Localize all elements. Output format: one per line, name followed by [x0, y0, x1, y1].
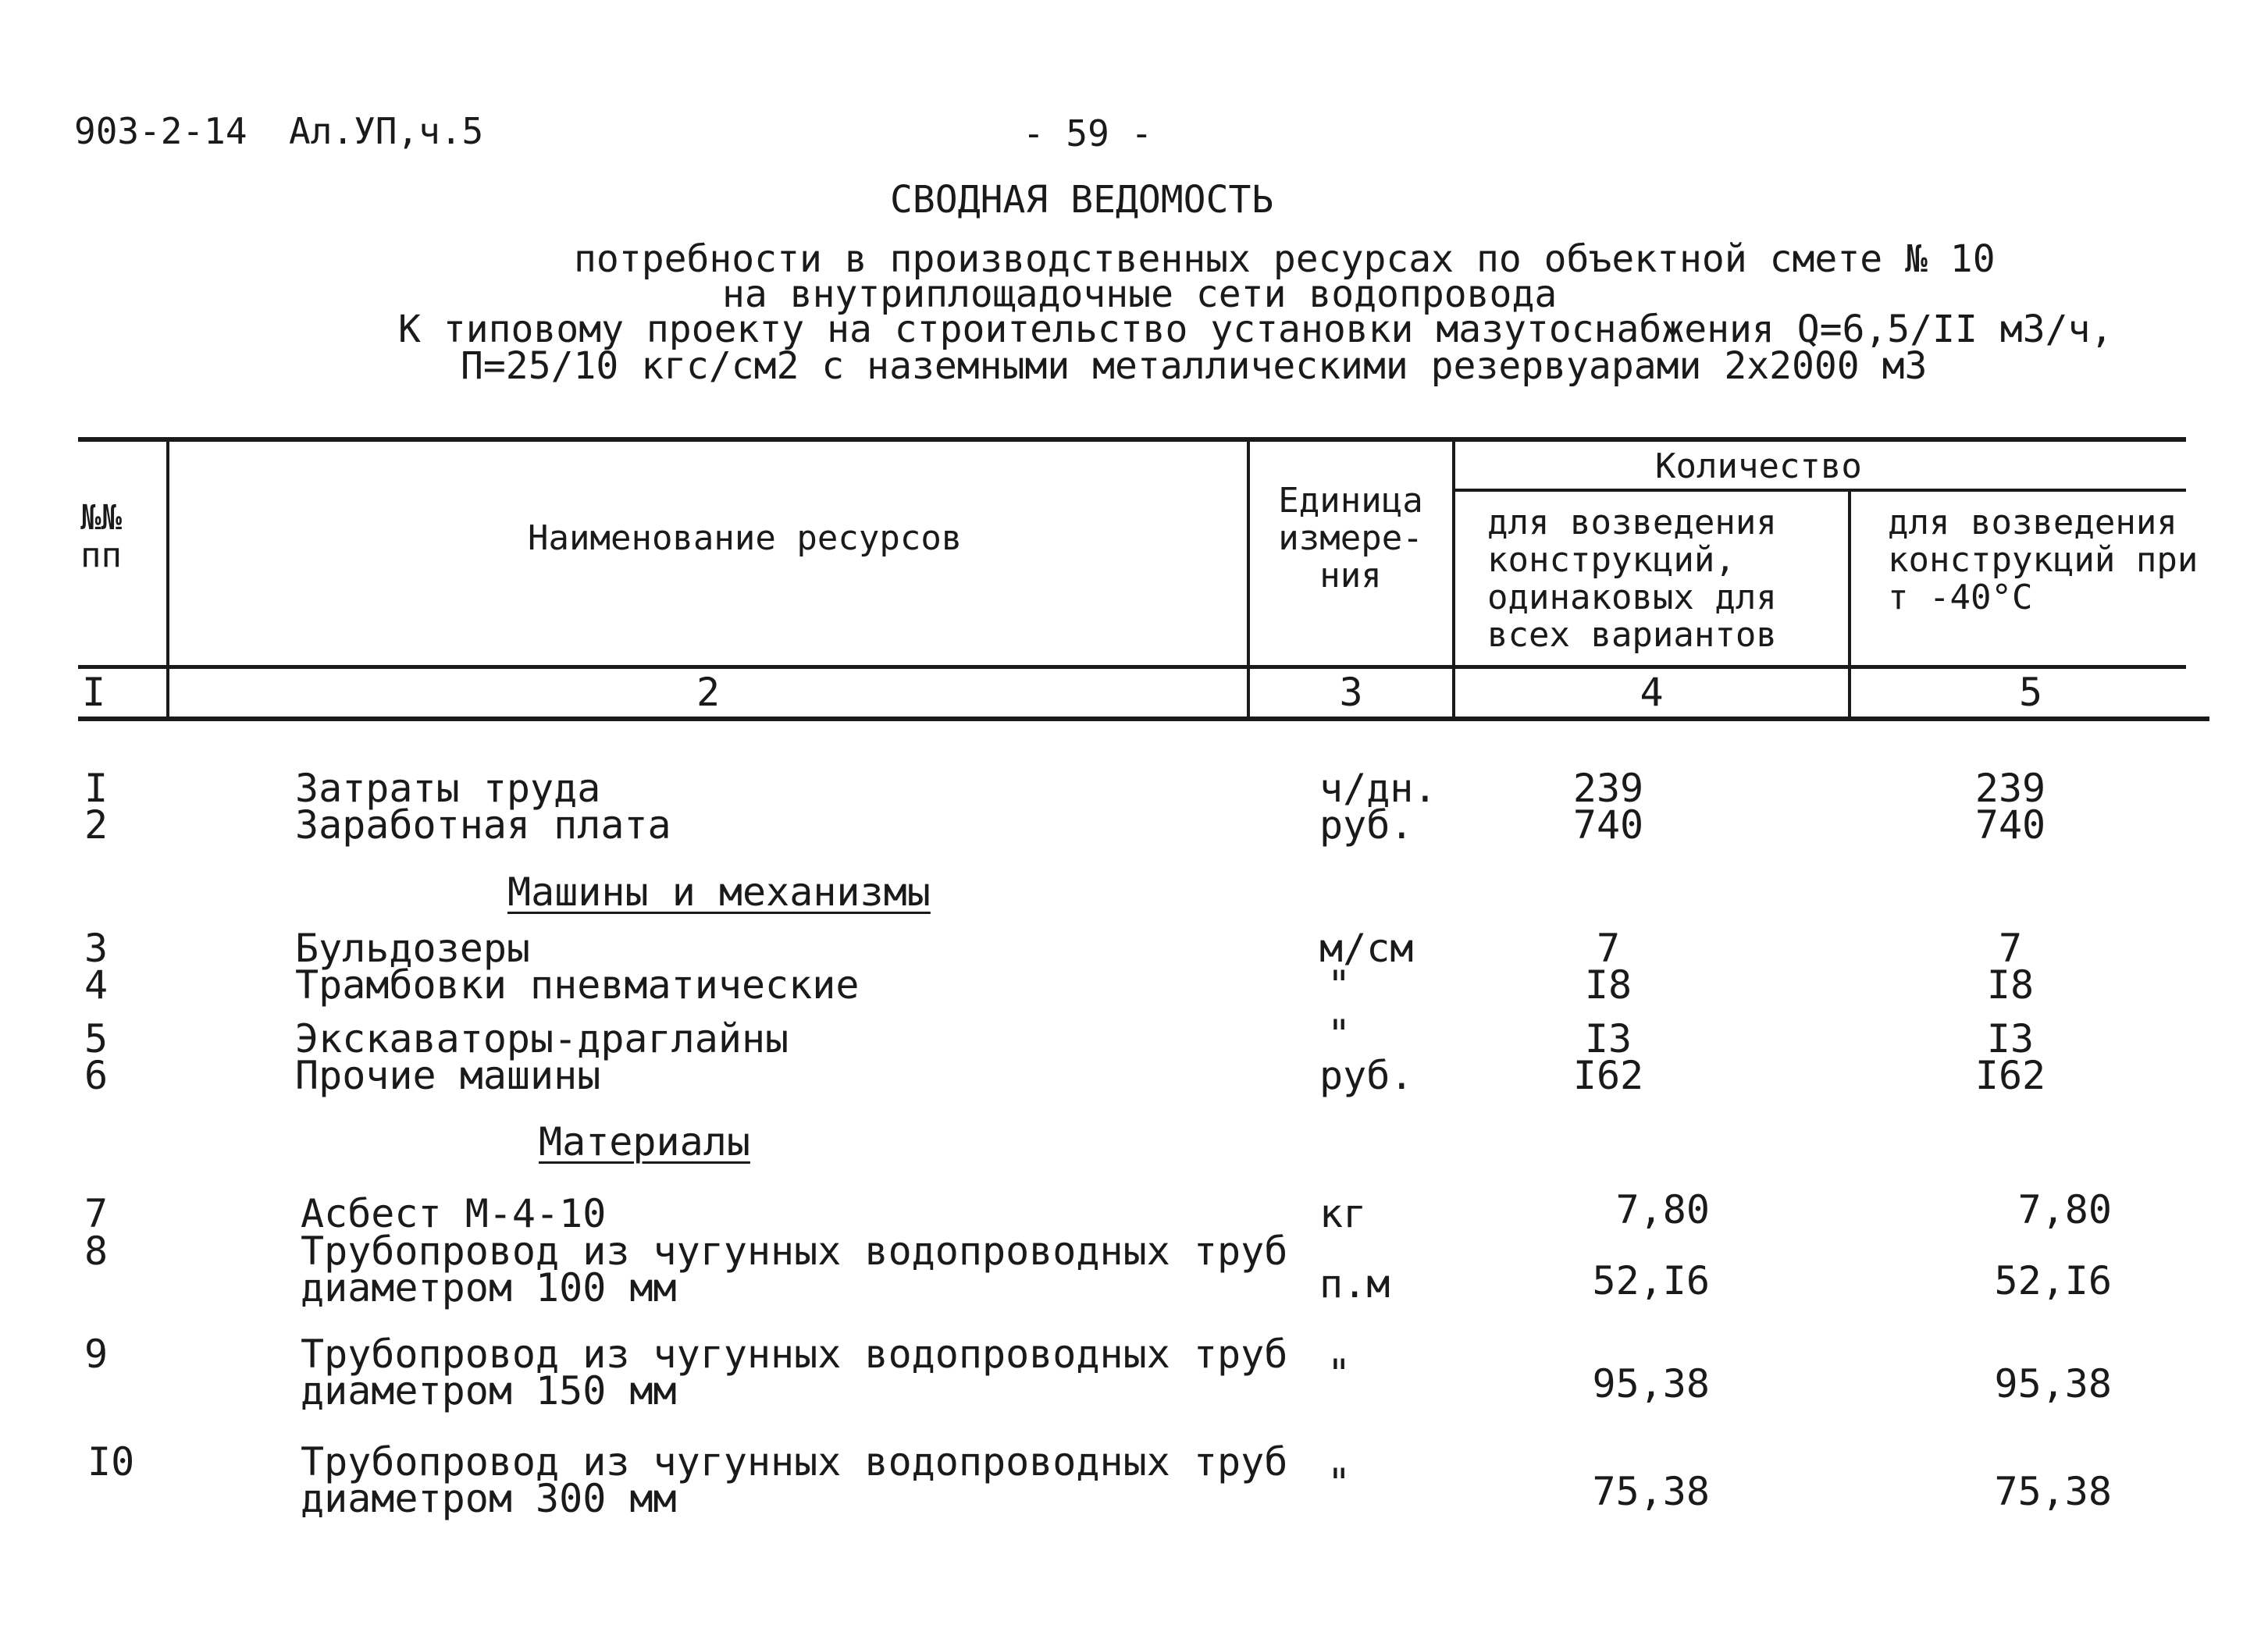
- row-4-name: Трамбовки пневматические: [295, 962, 860, 1008]
- section-heading-materials: Материалы: [539, 1119, 750, 1165]
- subtitle-line-1: потребности в производственных ресурсах по объектной смете № 10: [574, 237, 1996, 281]
- row-5-name: Экскаваторы-драглайны: [295, 1016, 789, 1061]
- row-5-unit: ": [1327, 1012, 1351, 1057]
- row-2-qty-standard: 740: [1572, 802, 1644, 848]
- row-10-qty-standard: 75,38: [1592, 1469, 1710, 1514]
- document-title: СВОДНАЯ ВЕДОМОСТЬ: [890, 178, 1274, 222]
- row-3-name: Бульдозеры: [295, 926, 531, 971]
- header-unit: Единица измере- ния: [1278, 481, 1423, 596]
- row-8-name: Трубопровод из чугунных водопроводных труб: [301, 1229, 1288, 1274]
- row-2-number: 2: [84, 802, 109, 848]
- row-2-name: Заработная плата: [295, 802, 671, 848]
- column-number-3: 3: [1339, 670, 1363, 715]
- section-heading-machines: Машины и механизмы: [507, 869, 931, 915]
- document-code: 903-2-14: [74, 110, 247, 152]
- row-5-qty-standard: I3: [1584, 1016, 1632, 1061]
- album-reference: Ал.УП,ч.5: [289, 110, 484, 152]
- row-7-number: 7: [84, 1191, 109, 1236]
- header-row-number: №№ пп: [80, 498, 122, 575]
- header-quantity: Количество: [1655, 446, 1862, 486]
- row-1-qty-cold: 239: [1974, 766, 2046, 811]
- row-9-name-cont: диаметром 150 мм: [301, 1368, 677, 1414]
- row-6-qty-cold: I62: [1974, 1053, 2046, 1098]
- row-10-qty-cold: 75,38: [1994, 1469, 2112, 1514]
- row-4-number: 4: [84, 962, 109, 1008]
- row-10-name-cont: диаметром 300 мм: [301, 1476, 677, 1521]
- row-4-unit: ": [1327, 962, 1351, 1008]
- row-1-name: Затраты труда: [295, 766, 601, 811]
- column-number-5: 5: [2018, 670, 2043, 715]
- row-3-unit: м/см: [1319, 926, 1414, 971]
- table-top-rule: [78, 437, 2186, 442]
- column-number-4: 4: [1640, 670, 1664, 715]
- row-3-qty-standard: 7: [1596, 926, 1621, 971]
- column-number-rule: [78, 717, 2209, 721]
- row-5-number: 5: [84, 1016, 109, 1061]
- column-number-1: I: [82, 670, 106, 715]
- row-1-number: I: [84, 766, 109, 811]
- row-1-unit: ч/дн.: [1319, 766, 1437, 811]
- row-1-qty-standard: 239: [1572, 766, 1644, 811]
- row-10-number: I0: [87, 1439, 135, 1485]
- row-9-unit: ": [1327, 1351, 1351, 1396]
- row-6-unit: руб.: [1319, 1053, 1414, 1098]
- row-8-qty-standard: 52,I6: [1592, 1258, 1710, 1303]
- header-bottom-rule: [78, 665, 2186, 669]
- row-10-name: Трубопровод из чугунных водопроводных труб: [301, 1439, 1288, 1485]
- row-5-qty-cold: I3: [1986, 1016, 2035, 1061]
- row-3-number: 3: [84, 926, 109, 971]
- page-number: - 59 -: [1023, 112, 1153, 155]
- row-6-name: Прочие машины: [295, 1053, 601, 1098]
- subtitle-line-2: на внутриплощадочные сети водопровода: [722, 272, 1558, 316]
- row-8-unit: п.м: [1319, 1261, 1390, 1307]
- row-6-qty-standard: I62: [1572, 1053, 1644, 1098]
- column-number-2: 2: [696, 670, 721, 715]
- row-7-qty-standard: 7,80: [1615, 1187, 1710, 1232]
- row-10-unit: ": [1327, 1460, 1351, 1506]
- header-quantity-cold: для возведения конструкций при т -40°С: [1888, 503, 2199, 617]
- row-9-name: Трубопровод из чугунных водопроводных труб: [301, 1332, 1288, 1377]
- row-8-qty-cold: 52,I6: [1994, 1258, 2112, 1303]
- row-7-qty-cold: 7,80: [2017, 1187, 2112, 1232]
- row-3-qty-cold: 7: [1998, 926, 2023, 971]
- row-4-qty-cold: I8: [1986, 962, 2035, 1008]
- header-resource-name: Наименование ресурсов: [528, 518, 963, 558]
- subtitle-line-4: П=25/10 кгс/см2 с наземными металлическими резервуарами 2х2000 м3: [461, 344, 1928, 388]
- row-8-name-cont: диаметром 100 мм: [301, 1265, 677, 1310]
- row-6-number: 6: [84, 1053, 109, 1098]
- quantity-subheader-rule: [1454, 489, 2186, 492]
- subtitle-line-3: К типовому проекту на строительство установки мазутоснабжения Q=6,5/II м3/ч,: [398, 308, 2113, 351]
- row-7-name: Асбест М-4-10: [301, 1191, 607, 1236]
- row-7-unit: кг: [1319, 1191, 1367, 1236]
- row-9-qty-standard: 95,38: [1592, 1361, 1710, 1406]
- row-9-qty-cold: 95,38: [1994, 1361, 2112, 1406]
- row-8-number: 8: [84, 1229, 109, 1274]
- row-9-number: 9: [84, 1332, 109, 1377]
- header-quantity-standard: для возведения конструкций, одинаковых для всех вариантов: [1487, 503, 1777, 655]
- row-2-qty-cold: 740: [1974, 802, 2046, 848]
- row-4-qty-standard: I8: [1584, 962, 1632, 1008]
- row-2-unit: руб.: [1319, 802, 1414, 848]
